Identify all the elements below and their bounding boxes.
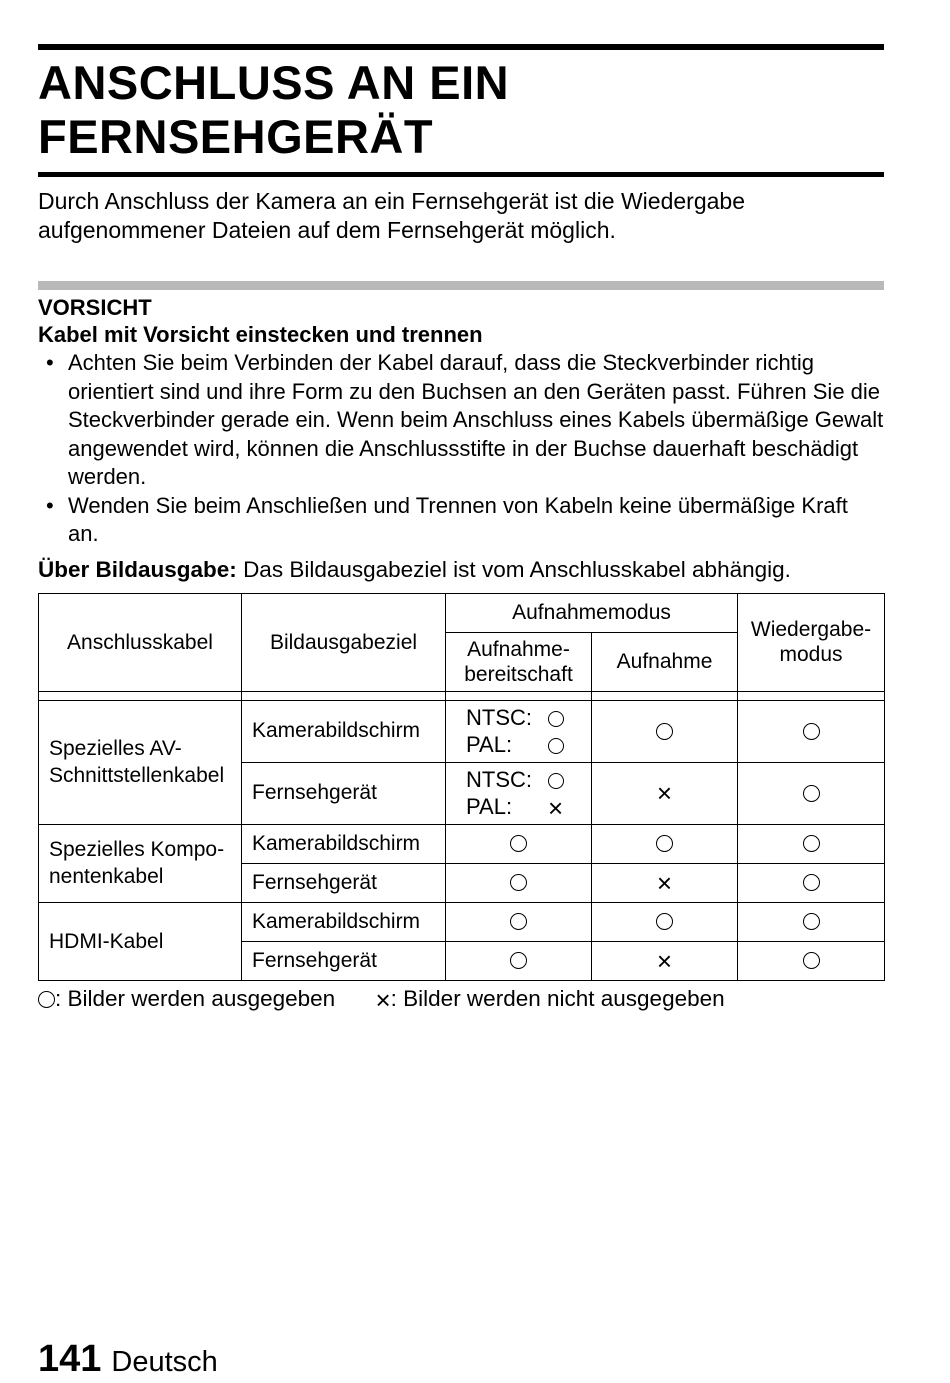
- header-gap: [738, 691, 885, 700]
- caution-subtitle: Kabel mit Vorsicht einstecken und trennen: [38, 322, 483, 347]
- cable-hdmi: HDMI-Kabel: [39, 902, 242, 980]
- circle-icon: [656, 723, 673, 740]
- output-note: [38, 555, 884, 585]
- bullet-dot: •: [46, 492, 54, 518]
- playback-cell: [738, 863, 885, 902]
- circle-icon: [38, 991, 55, 1008]
- circle-icon: [510, 835, 527, 852]
- circle-icon: [803, 952, 820, 969]
- playback-cell: [738, 902, 885, 941]
- title-bottom-rule: [38, 172, 884, 177]
- title-top-rule: [38, 44, 884, 50]
- cable-av: Spezielles AV-Schnittstellenkabel: [39, 700, 242, 824]
- recording-cell: [592, 762, 738, 824]
- playback-cell: [738, 941, 885, 980]
- cross-icon: ×: [548, 793, 564, 824]
- circle-icon: [803, 835, 820, 852]
- recording-cell: [592, 863, 738, 902]
- circle-icon: [548, 738, 564, 754]
- circle-icon: [656, 913, 673, 930]
- header-standby: [446, 632, 592, 691]
- standby-cell: [446, 941, 592, 980]
- header-gap: [39, 691, 242, 700]
- recording-cell: [592, 902, 738, 941]
- title-line-1: ANSCHLUSS AN EIN: [38, 56, 510, 109]
- cable-component: Spezielles Kompo-nentenkabel: [39, 824, 242, 902]
- recording-cell: [592, 700, 738, 762]
- caution-title: VORSICHT: [38, 295, 152, 320]
- output-text: Das Bildausgabeziel ist vom Anschlusskabel abhängig.: [243, 556, 791, 582]
- page-title: [38, 56, 884, 164]
- circle-icon: [803, 723, 820, 740]
- cross-icon: ×: [656, 778, 673, 809]
- playback-cell: [738, 700, 885, 762]
- pal-label: PAL:: [466, 732, 513, 757]
- circle-icon: [510, 874, 527, 891]
- target-camera: Kamerabildschirm: [242, 902, 446, 941]
- circle-icon: [803, 874, 820, 891]
- circle-icon: [656, 835, 673, 852]
- header-playback-label: Wiedergabe-modus: [750, 618, 872, 666]
- header-gap: [446, 691, 592, 700]
- page-footer: [38, 1338, 218, 1381]
- circle-icon: [803, 913, 820, 930]
- header-playback: [738, 593, 885, 691]
- target-camera: Kamerabildschirm: [242, 700, 446, 762]
- output-label: Über Bildausgabe:: [38, 556, 237, 582]
- intro-paragraph: Durch Anschluss der Kamera an ein Fernsehgerät ist die Wiedergabe aufgenommener Dateien auf dem Fernsehgerät möglich.: [38, 188, 745, 243]
- caution-bullet-text: Achten Sie beim Verbinden der Kabel darauf, dass die Steckverbinder richtig orientiert sind und ihre Form zu den Buchsen an den Geräten passt. Führen Sie die Steckverbinder gerade ein. Wenn beim Anschluss eines Kabels übermäßige Gewalt angewendet wird, können die Anschlussstifte in der Buchse dauerhaft beschädigt werden.: [68, 350, 884, 489]
- circle-icon: [510, 913, 527, 930]
- page-number: 141: [38, 1338, 102, 1380]
- circle-icon: [510, 952, 527, 969]
- standby-cell: [446, 762, 592, 824]
- bullet-dot: •: [46, 350, 54, 375]
- circle-icon: [548, 711, 564, 727]
- standby-cell: [446, 700, 592, 762]
- page-language: Deutsch: [111, 1346, 218, 1378]
- recording-cell: [592, 941, 738, 980]
- caution-bullet: [38, 492, 884, 549]
- ntsc-label: NTSC:: [466, 705, 532, 730]
- caution-bullet-text: Wenden Sie beim Anschließen und Trennen von Kabeln keine übermäßige Kraft an.: [68, 492, 848, 546]
- target-tv: Fernsehgerät: [242, 941, 446, 980]
- cross-icon: ×: [656, 945, 673, 976]
- standby-cell: [446, 863, 592, 902]
- pal-label: PAL:: [466, 794, 513, 819]
- circle-icon: [803, 785, 820, 802]
- standby-cell: [446, 824, 592, 863]
- target-camera: Kamerabildschirm: [242, 824, 446, 863]
- cross-icon: ×: [656, 867, 673, 898]
- header-cable: Anschlusskabel: [39, 593, 242, 691]
- header-record-mode: Aufnahmemodus: [446, 593, 738, 632]
- legend-yes-text: : Bilder werden ausgegeben: [55, 985, 336, 1011]
- cross-icon: ×: [375, 984, 391, 1015]
- header-target: Bildausgabeziel: [242, 593, 446, 691]
- output-table: [38, 593, 885, 981]
- header-recording: Aufnahme: [592, 632, 738, 691]
- standby-cell: [446, 902, 592, 941]
- target-tv: Fernsehgerät: [242, 762, 446, 824]
- header-gap: [242, 691, 446, 700]
- caution-divider: [38, 281, 884, 290]
- legend-no: [375, 985, 724, 1013]
- table-legend: [38, 985, 884, 1013]
- legend-no-text: : Bilder werden nicht ausgegeben: [390, 985, 725, 1011]
- header-standby-label: Aufnahme-bereitschaft: [464, 637, 573, 686]
- playback-cell: [738, 762, 885, 824]
- ntsc-label: NTSC:: [466, 767, 532, 792]
- caution-bullet: [38, 349, 884, 492]
- circle-icon: [548, 773, 564, 789]
- manual-page: [38, 44, 884, 1013]
- legend-yes: [38, 985, 335, 1013]
- recording-cell: [592, 824, 738, 863]
- header-gap: [592, 691, 738, 700]
- title-line-2: FERNSEHGERÄT: [38, 110, 434, 163]
- target-tv: Fernsehgerät: [242, 863, 446, 902]
- caution-list: [38, 349, 884, 549]
- playback-cell: [738, 824, 885, 863]
